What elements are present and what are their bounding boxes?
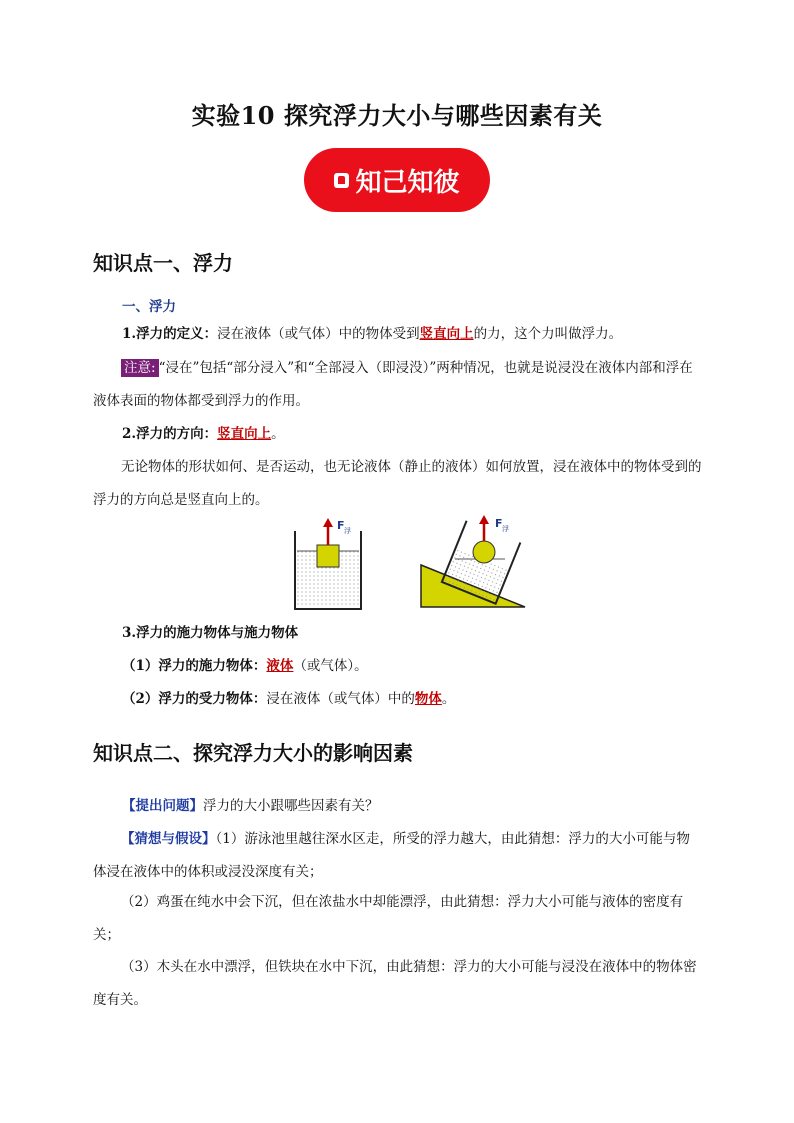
arrow-up-icon [323,518,333,527]
incline-setup [421,515,525,607]
arrow-up-icon [479,515,489,524]
force-label-left: F [337,519,345,532]
section-2-heading: 知识点二、探究浮力大小的影响因素 [93,741,413,765]
svg-text:浮: 浮 [344,527,351,535]
page-title: 实验10 探究浮力大小与哪些因素有关 [191,101,603,130]
hypothesis-2: （2）鸡蛋在纯水中会下沉，但在浓盐水中却能漂浮，由此猜想：浮力大小可能与液体的密度有关； [93,894,684,943]
beaker-left [295,518,361,609]
agent-line-2: （2）浮力的受力物体：浸在液体（或气体）中的物体。 [122,691,456,707]
agent-title: 3.浮力的施力物体与施力物体 [122,625,299,641]
ball [473,541,495,563]
definition-line: 1.浮力的定义：浸在液体（或气体）中的物体受到竖直向上的力，这个力叫做浮力。 [122,326,623,342]
section-1-heading: 知识点一、浮力 [93,251,233,275]
note-paragraph: 注意: “浸在”包括“部分浸入”和“全部浸入（即浸没）”两种情况，也就是说浸没在液体内部和浮在液体表面的物体都受到浮力的作用。 [93,360,693,409]
direction-line: 2.浮力的方向：竖直向上。 [122,426,285,442]
direction-paragraph: 无论物体的形状如何、是否运动，也无论液体（静止的液体）如何放置，浸在液体中的物体受到的浮力的方向总是竖直向上的。 [93,459,702,508]
question-line: 【提出问题】浮力的大小跟哪些因素有关？ [122,798,379,814]
badge-label: 知己知彼 [355,167,460,198]
note-tag: 注意: [121,359,159,377]
buoyancy-figure [285,515,535,615]
section-badge [304,148,490,212]
agent-line-1: （1）浮力的施力物体：液体（或气体）。 [122,658,368,674]
sub-heading: 一、浮力 [122,299,176,315]
book-icon [334,173,349,188]
force-label-right: F [495,517,503,530]
svg-text:浮: 浮 [502,525,509,533]
hypothesis-1: 【猜想与假设】（1）游泳池里越往深水区走，所受的浮力越大，由此猜想：浮力的大小可能与物体浸在液体中的体积或浸没深度有关； [93,831,690,880]
cube-block [317,545,339,567]
hypothesis-3: （3）木头在水中漂浮，但铁块在水中下沉，由此猜想：浮力的大小可能与浸没在液体中的物体密度有关。 [93,959,697,1008]
